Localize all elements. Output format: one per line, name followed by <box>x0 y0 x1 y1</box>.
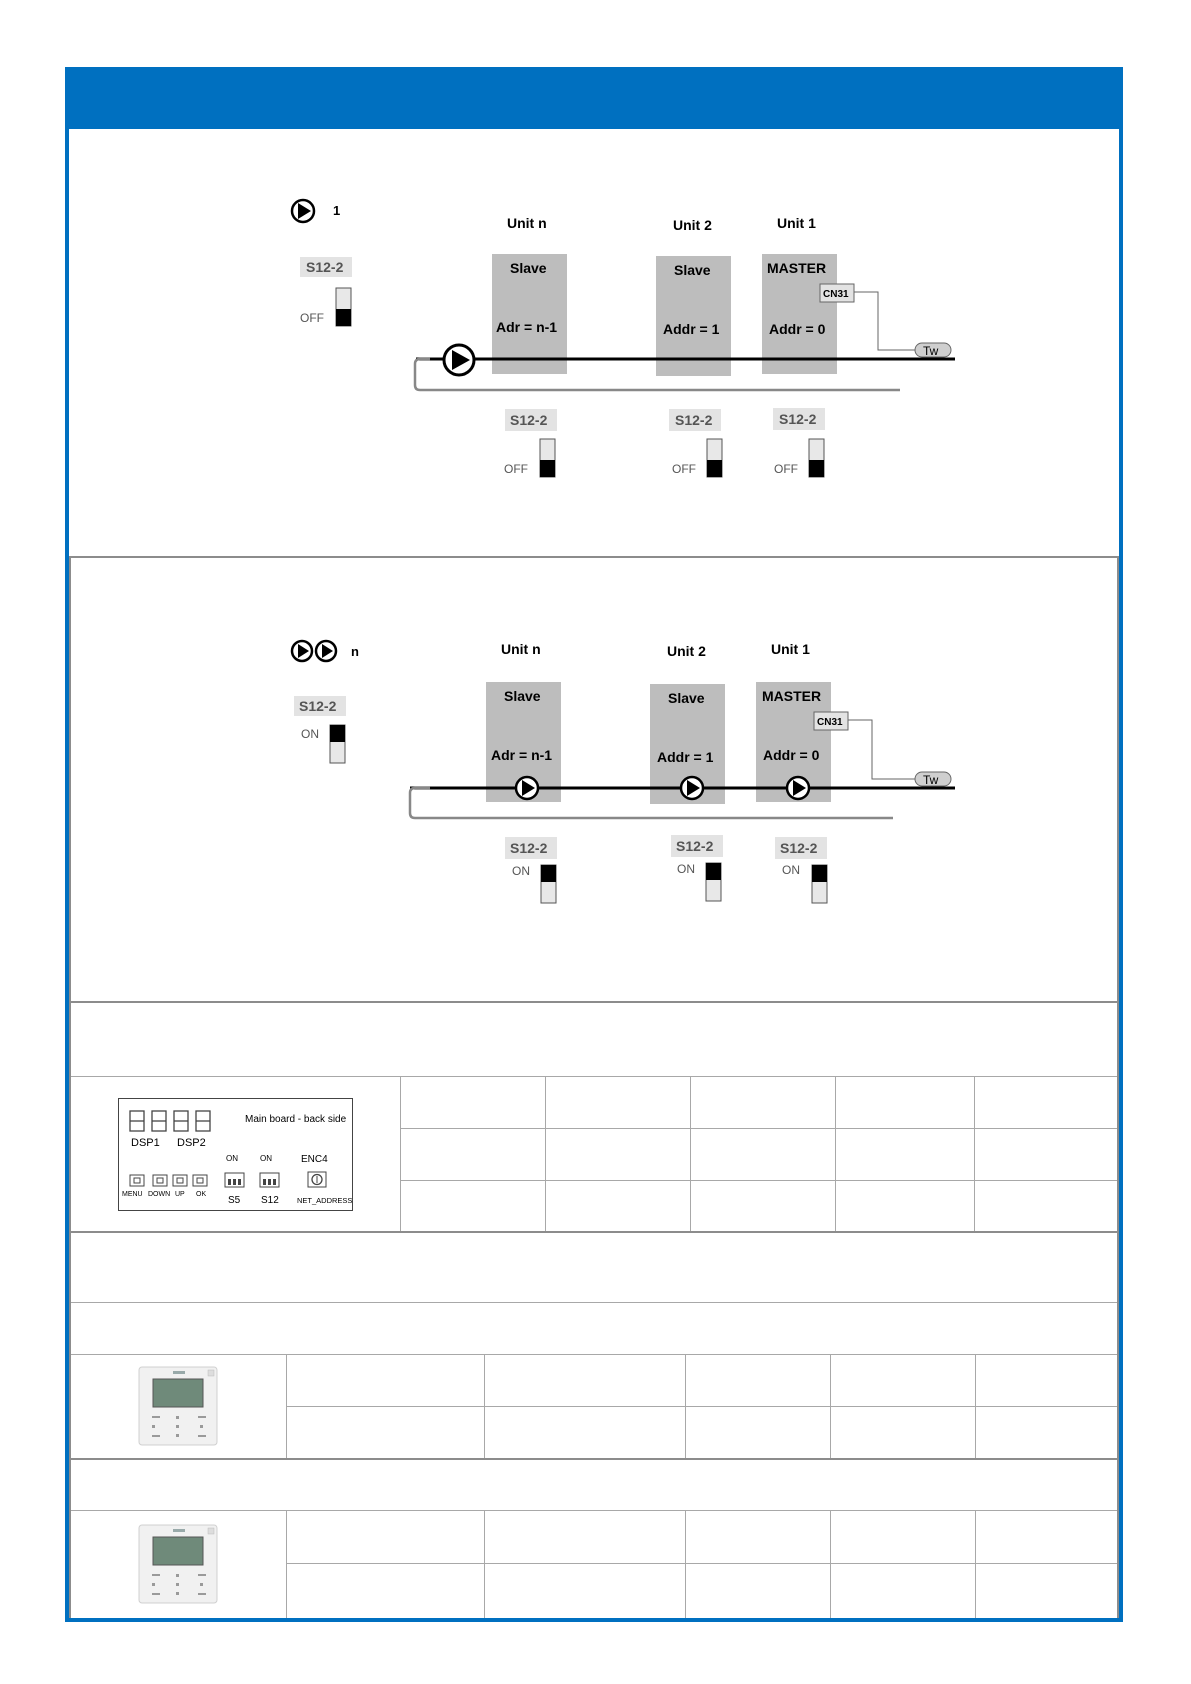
unit-1-role: MASTER <box>767 260 827 276</box>
pump-icon <box>292 641 312 661</box>
table-divider <box>69 1302 1119 1303</box>
unit-n-title: Unit n <box>507 215 547 231</box>
table-top-border <box>69 1001 1119 1003</box>
table-divider <box>69 1076 1119 1077</box>
main-board-title: Main board - back side <box>245 1114 347 1125</box>
wired-controller-image <box>138 1524 218 1604</box>
unit-2-role: Slave <box>668 690 705 706</box>
pump-icon <box>681 777 703 799</box>
connector-cn31: CN31 <box>823 289 849 300</box>
unit-n-switch-label: S12-2 <box>510 412 548 428</box>
table-border-left <box>69 1001 71 1618</box>
diagram-single-pump <box>0 0 1191 560</box>
table-col-line <box>835 1076 836 1231</box>
pump-count-label: 1 <box>333 203 341 218</box>
table-col-line <box>690 1076 691 1231</box>
table-col-line <box>975 1510 976 1618</box>
unit-n-switch-state: OFF <box>504 462 528 476</box>
button-down-label: DOWN <box>148 1191 171 1198</box>
unit-1-addr: Addr = 0 <box>769 321 826 337</box>
button-up-label: UP <box>175 1191 185 1198</box>
legend-switch-state: OFF <box>300 311 324 325</box>
dsp1-label: DSP1 <box>131 1137 160 1149</box>
unit-n-addr: Adr = n-1 <box>491 747 553 763</box>
table-divider <box>69 1510 1119 1511</box>
net-address-label: NET_ADDRESS <box>297 1196 353 1205</box>
button-menu-label: MENU <box>122 1191 143 1198</box>
unit-n-addr: Adr = n-1 <box>496 319 558 335</box>
table-row-line <box>286 1563 1119 1564</box>
table-col-line <box>286 1354 287 1458</box>
pump-icon <box>444 345 474 375</box>
s5-label: S5 <box>228 1195 241 1206</box>
unit-1-switch-label: S12-2 <box>779 411 817 427</box>
table-row-line <box>400 1128 1119 1129</box>
pump-icon <box>316 641 336 661</box>
unit-2-addr: Addr = 1 <box>657 749 714 765</box>
unit-2-switch-state: OFF <box>672 462 696 476</box>
unit-n-switch-state: ON <box>512 864 530 878</box>
connector-cn31: CN31 <box>817 717 843 728</box>
unit-2-switch-label: S12-2 <box>675 412 713 428</box>
unit-1-title: Unit 1 <box>771 641 810 657</box>
legend-switch-label: S12-2 <box>299 698 337 714</box>
table-col-line <box>974 1076 975 1231</box>
table-divider <box>69 1458 1119 1460</box>
unit-1-switch-label: S12-2 <box>780 840 818 856</box>
sensor-tw: Tw <box>923 344 939 358</box>
unit-n-role: Slave <box>504 688 541 704</box>
dip-switch-off <box>336 288 351 326</box>
s12-on-label: ON <box>260 1154 272 1163</box>
main-board-diagram <box>118 1098 353 1211</box>
dsp2-label: DSP2 <box>177 1137 206 1149</box>
unit-1-switch-state: ON <box>782 863 800 877</box>
unit-2-switch-state: ON <box>677 862 695 876</box>
legend-switch-label: S12-2 <box>306 259 344 275</box>
table-col-line <box>286 1510 287 1618</box>
table-border-right <box>1117 1001 1119 1618</box>
unit-n-title: Unit n <box>501 641 541 657</box>
table-col-line <box>484 1510 485 1618</box>
unit-1-switch-state: OFF <box>774 462 798 476</box>
unit-2-title: Unit 2 <box>667 643 706 659</box>
unit-1-title: Unit 1 <box>777 215 816 231</box>
pump-icon <box>292 200 314 222</box>
table-row-line <box>286 1406 1119 1407</box>
unit-1-addr: Addr = 0 <box>763 747 820 763</box>
table-col-line <box>830 1354 831 1458</box>
unit-2-switch-label: S12-2 <box>676 838 714 854</box>
table-divider <box>69 1231 1119 1233</box>
table-col-line <box>484 1354 485 1458</box>
table-col-line <box>545 1076 546 1231</box>
table-col-line <box>400 1076 401 1231</box>
table-col-line <box>685 1510 686 1618</box>
unit-n-role: Slave <box>510 260 547 276</box>
s5-on-label: ON <box>226 1154 238 1163</box>
dip-switch-on <box>330 725 345 763</box>
unit-2-title: Unit 2 <box>673 217 712 233</box>
table-col-line <box>685 1354 686 1458</box>
table-col-line <box>975 1354 976 1458</box>
wired-controller-image <box>138 1366 218 1446</box>
section-divider <box>69 556 1119 558</box>
diagram-multi-pump <box>0 560 1191 1000</box>
legend-switch-state: ON <box>301 727 319 741</box>
enc4-label: ENC4 <box>301 1154 328 1165</box>
table-col-line <box>830 1510 831 1618</box>
pump-icon <box>787 777 809 799</box>
table-divider <box>69 1354 1119 1355</box>
pump-icon <box>516 777 538 799</box>
pump-count-label: n <box>351 644 359 659</box>
unit-2-addr: Addr = 1 <box>663 321 720 337</box>
unit-2-role: Slave <box>674 262 711 278</box>
sensor-tw: Tw <box>923 773 939 787</box>
table-row-line <box>400 1180 1119 1181</box>
unit-n-switch-label: S12-2 <box>510 840 548 856</box>
button-ok-label: OK <box>196 1191 207 1198</box>
unit-1-role: MASTER <box>762 688 822 704</box>
s12-label: S12 <box>261 1195 279 1206</box>
